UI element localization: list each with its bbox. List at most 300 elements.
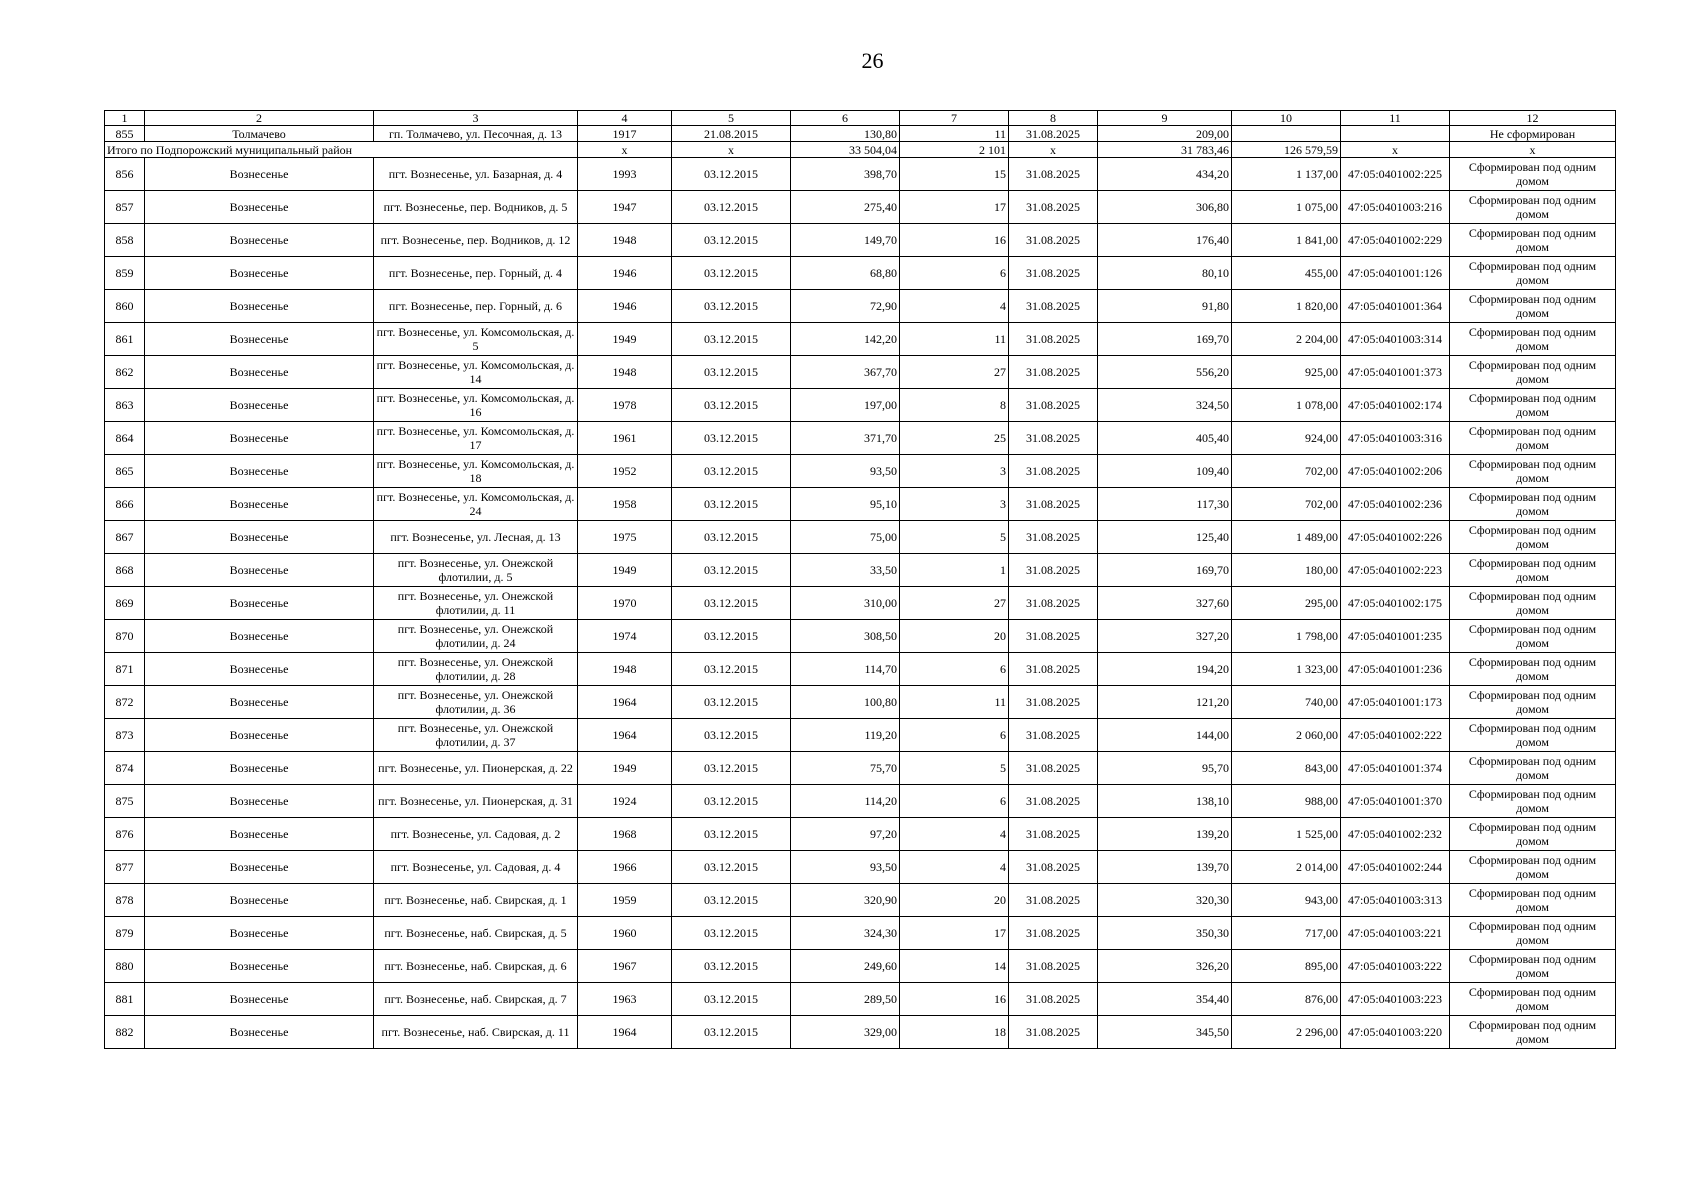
- table-row: [105, 323, 1616, 356]
- settlement-cell: Вознесенье: [145, 1016, 374, 1049]
- area-cell: 308,50: [791, 620, 900, 653]
- date-cell: 03.12.2015: [672, 191, 791, 224]
- settlement-cell: Вознесенье: [145, 290, 374, 323]
- settlement-cell: Вознесенье: [145, 653, 374, 686]
- cadastral-cell: 47:05:0401001:373: [1341, 356, 1450, 389]
- address-cell: пгт. Вознесенье, наб. Свирская, д. 11: [374, 1016, 578, 1049]
- status-cell: Сформирован под одним домом: [1450, 554, 1616, 587]
- address-cell: пгт. Вознесенье, ул. Садовая, д. 4: [374, 851, 578, 884]
- status-cell: Сформирован под одним домом: [1450, 587, 1616, 620]
- status-cell: Сформирован под одним домом: [1450, 1016, 1616, 1049]
- column-number: 1: [105, 111, 145, 126]
- year-cell: 1966: [578, 851, 672, 884]
- year-cell: 1949: [578, 752, 672, 785]
- residents-cell: 11: [900, 323, 1009, 356]
- address-cell: пгт. Вознесенье, ул. Комсомольская, д. 16: [374, 389, 578, 422]
- area2-cell: 121,20: [1098, 686, 1232, 719]
- total-cell: x: [672, 142, 791, 158]
- residents-cell: 15: [900, 158, 1009, 191]
- address-cell: пгт. Вознесенье, ул. Онежской флотилии, д. 11: [374, 587, 578, 620]
- status-cell: Сформирован под одним домом: [1450, 224, 1616, 257]
- year-cell: 1960: [578, 917, 672, 950]
- address-cell: пгт. Вознесенье, ул. Комсомольская, д. 5: [374, 323, 578, 356]
- residents-cell: 16: [900, 224, 1009, 257]
- cadastral-cell: 47:05:0401003:220: [1341, 1016, 1450, 1049]
- date-cell: 03.12.2015: [672, 950, 791, 983]
- land-area-cell: 1 075,00: [1232, 191, 1341, 224]
- status-cell: Сформирован под одним домом: [1450, 620, 1616, 653]
- date-cell: 03.12.2015: [672, 158, 791, 191]
- area-cell: 33,50: [791, 554, 900, 587]
- area2-cell: 556,20: [1098, 356, 1232, 389]
- year-cell: 1964: [578, 1016, 672, 1049]
- row-number: 875: [105, 785, 145, 818]
- total-cell: x: [1450, 142, 1616, 158]
- cadastral-cell: 47:05:0401001:126: [1341, 257, 1450, 290]
- area-cell: 93,50: [791, 455, 900, 488]
- cadastral-cell: 47:05:0401003:216: [1341, 191, 1450, 224]
- deadline-cell: 31.08.2025: [1009, 323, 1098, 356]
- area-cell: 75,70: [791, 752, 900, 785]
- area-cell: 72,90: [791, 290, 900, 323]
- land-area-cell: 740,00: [1232, 686, 1341, 719]
- cadastral-cell: 47:05:0401001:370: [1341, 785, 1450, 818]
- deadline-cell: 31.08.2025: [1009, 488, 1098, 521]
- deadline-cell: 31.08.2025: [1009, 917, 1098, 950]
- row-number: 866: [105, 488, 145, 521]
- address-cell: пгт. Вознесенье, ул. Пионерская, д. 22: [374, 752, 578, 785]
- row-number: 877: [105, 851, 145, 884]
- residents-cell: 20: [900, 620, 1009, 653]
- land-area-cell: 455,00: [1232, 257, 1341, 290]
- row-number: 855: [105, 126, 145, 142]
- residents-cell: 17: [900, 917, 1009, 950]
- row-number: 879: [105, 917, 145, 950]
- status-cell: Не сформирован: [1450, 126, 1616, 142]
- row-number: 863: [105, 389, 145, 422]
- area-cell: 142,20: [791, 323, 900, 356]
- cadastral-cell: 47:05:0401002:226: [1341, 521, 1450, 554]
- settlement-cell: Вознесенье: [145, 785, 374, 818]
- table-row: [105, 389, 1616, 422]
- address-cell: пгт. Вознесенье, пер. Водников, д. 12: [374, 224, 578, 257]
- area2-cell: 91,80: [1098, 290, 1232, 323]
- deadline-cell: 31.08.2025: [1009, 686, 1098, 719]
- year-cell: 1949: [578, 323, 672, 356]
- table-row: [105, 1016, 1616, 1049]
- year-cell: 1963: [578, 983, 672, 1016]
- area-cell: 100,80: [791, 686, 900, 719]
- address-cell: пгт. Вознесенье, наб. Свирская, д. 1: [374, 884, 578, 917]
- total-label: Итого по Подпорожский муниципальный район: [105, 142, 578, 158]
- land-area-cell: 1 841,00: [1232, 224, 1341, 257]
- cadastral-cell: 47:05:0401002:225: [1341, 158, 1450, 191]
- date-cell: 03.12.2015: [672, 488, 791, 521]
- year-cell: 1967: [578, 950, 672, 983]
- column-number: 12: [1450, 111, 1616, 126]
- area-cell: 130,80: [791, 126, 900, 142]
- total-cell: x: [578, 142, 672, 158]
- status-cell: Сформирован под одним домом: [1450, 653, 1616, 686]
- settlement-cell: Вознесенье: [145, 554, 374, 587]
- settlement-cell: Вознесенье: [145, 983, 374, 1016]
- column-number: 5: [672, 111, 791, 126]
- deadline-cell: 31.08.2025: [1009, 290, 1098, 323]
- year-cell: 1948: [578, 356, 672, 389]
- area2-cell: 169,70: [1098, 323, 1232, 356]
- residents-cell: 5: [900, 752, 1009, 785]
- date-cell: 03.12.2015: [672, 851, 791, 884]
- area2-cell: 354,40: [1098, 983, 1232, 1016]
- settlement-cell: Вознесенье: [145, 851, 374, 884]
- area2-cell: 139,70: [1098, 851, 1232, 884]
- cadastral-cell: 47:05:0401002:232: [1341, 818, 1450, 851]
- settlement-cell: Вознесенье: [145, 884, 374, 917]
- settlement-cell: Вознесенье: [145, 455, 374, 488]
- date-cell: 03.12.2015: [672, 224, 791, 257]
- address-cell: пгт. Вознесенье, ул. Комсомольская, д. 17: [374, 422, 578, 455]
- area2-cell: 320,30: [1098, 884, 1232, 917]
- settlement-cell: Вознесенье: [145, 818, 374, 851]
- residents-cell: 3: [900, 488, 1009, 521]
- area2-cell: 326,20: [1098, 950, 1232, 983]
- area-cell: 197,00: [791, 389, 900, 422]
- residents-cell: 6: [900, 653, 1009, 686]
- column-number: 10: [1232, 111, 1341, 126]
- land-area-cell: 2 204,00: [1232, 323, 1341, 356]
- year-cell: 1917: [578, 126, 672, 142]
- table-row: [105, 884, 1616, 917]
- row-number: 872: [105, 686, 145, 719]
- area2-cell: 306,80: [1098, 191, 1232, 224]
- land-area-cell: 702,00: [1232, 455, 1341, 488]
- residents-cell: 6: [900, 257, 1009, 290]
- table-row: [105, 521, 1616, 554]
- residents-cell: 11: [900, 126, 1009, 142]
- settlement-cell: Вознесенье: [145, 917, 374, 950]
- row-number: 867: [105, 521, 145, 554]
- column-number: 4: [578, 111, 672, 126]
- cadastral-cell: 47:05:0401003:221: [1341, 917, 1450, 950]
- row-number: 880: [105, 950, 145, 983]
- year-cell: 1948: [578, 653, 672, 686]
- status-cell: Сформирован под одним домом: [1450, 884, 1616, 917]
- residents-cell: 16: [900, 983, 1009, 1016]
- date-cell: 03.12.2015: [672, 323, 791, 356]
- area2-cell: 138,10: [1098, 785, 1232, 818]
- settlement-cell: Толмачево: [145, 126, 374, 142]
- year-cell: 1964: [578, 719, 672, 752]
- status-cell: Сформирован под одним домом: [1450, 356, 1616, 389]
- area-cell: 324,30: [791, 917, 900, 950]
- row-number: 871: [105, 653, 145, 686]
- area2-cell: 350,30: [1098, 917, 1232, 950]
- residents-cell: 20: [900, 884, 1009, 917]
- residents-cell: 4: [900, 818, 1009, 851]
- row-number: 857: [105, 191, 145, 224]
- area-cell: 68,80: [791, 257, 900, 290]
- area-cell: 75,00: [791, 521, 900, 554]
- row-number: 869: [105, 587, 145, 620]
- year-cell: 1970: [578, 587, 672, 620]
- area2-cell: 169,70: [1098, 554, 1232, 587]
- year-cell: 1946: [578, 257, 672, 290]
- land-area-cell: 943,00: [1232, 884, 1341, 917]
- year-cell: 1958: [578, 488, 672, 521]
- date-cell: 03.12.2015: [672, 653, 791, 686]
- row-number: 874: [105, 752, 145, 785]
- year-cell: 1964: [578, 686, 672, 719]
- row-number: 868: [105, 554, 145, 587]
- status-cell: Сформирован под одним домом: [1450, 818, 1616, 851]
- area-cell: 114,20: [791, 785, 900, 818]
- land-area-cell: [1232, 126, 1341, 142]
- area2-cell: 144,00: [1098, 719, 1232, 752]
- cadastral-cell: 47:05:0401003:222: [1341, 950, 1450, 983]
- column-number: 9: [1098, 111, 1232, 126]
- deadline-cell: 31.08.2025: [1009, 620, 1098, 653]
- settlement-cell: Вознесенье: [145, 158, 374, 191]
- address-cell: пгт. Вознесенье, пер. Горный, д. 6: [374, 290, 578, 323]
- land-area-cell: 180,00: [1232, 554, 1341, 587]
- column-number: 8: [1009, 111, 1098, 126]
- address-cell: пгт. Вознесенье, наб. Свирская, д. 7: [374, 983, 578, 1016]
- land-area-cell: 702,00: [1232, 488, 1341, 521]
- year-cell: 1924: [578, 785, 672, 818]
- cadastral-cell: 47:05:0401001:235: [1341, 620, 1450, 653]
- table-row: [105, 950, 1616, 983]
- date-cell: 21.08.2015: [672, 126, 791, 142]
- cadastral-cell: 47:05:0401003:314: [1341, 323, 1450, 356]
- residents-cell: 27: [900, 587, 1009, 620]
- area2-cell: 139,20: [1098, 818, 1232, 851]
- settlement-cell: Вознесенье: [145, 686, 374, 719]
- year-cell: 1947: [578, 191, 672, 224]
- area-cell: 97,20: [791, 818, 900, 851]
- cadastral-cell: 47:05:0401003:313: [1341, 884, 1450, 917]
- cadastral-cell: 47:05:0401002:174: [1341, 389, 1450, 422]
- deadline-cell: 31.08.2025: [1009, 389, 1098, 422]
- area-cell: 114,70: [791, 653, 900, 686]
- address-cell: пгт. Вознесенье, ул. Онежской флотилии, д. 36: [374, 686, 578, 719]
- address-cell: гп. Толмачево, ул. Песочная, д. 13: [374, 126, 578, 142]
- status-cell: Сформирован под одним домом: [1450, 950, 1616, 983]
- area2-cell: 345,50: [1098, 1016, 1232, 1049]
- area-cell: 95,10: [791, 488, 900, 521]
- land-area-cell: 295,00: [1232, 587, 1341, 620]
- deadline-cell: 31.08.2025: [1009, 1016, 1098, 1049]
- area-cell: 289,50: [791, 983, 900, 1016]
- date-cell: 03.12.2015: [672, 785, 791, 818]
- area2-cell: 405,40: [1098, 422, 1232, 455]
- settlement-cell: Вознесенье: [145, 719, 374, 752]
- land-area-cell: 1 525,00: [1232, 818, 1341, 851]
- area-cell: 275,40: [791, 191, 900, 224]
- table-row: [105, 620, 1616, 653]
- status-cell: Сформирован под одним домом: [1450, 422, 1616, 455]
- status-cell: Сформирован под одним домом: [1450, 323, 1616, 356]
- date-cell: 03.12.2015: [672, 554, 791, 587]
- land-area-cell: 2 014,00: [1232, 851, 1341, 884]
- row-number: 865: [105, 455, 145, 488]
- deadline-cell: 31.08.2025: [1009, 983, 1098, 1016]
- address-cell: пгт. Вознесенье, ул. Садовая, д. 2: [374, 818, 578, 851]
- status-cell: Сформирован под одним домом: [1450, 191, 1616, 224]
- residents-cell: 11: [900, 686, 1009, 719]
- total-cell: 33 504,04: [791, 142, 900, 158]
- date-cell: 03.12.2015: [672, 818, 791, 851]
- table-row: [105, 719, 1616, 752]
- date-cell: 03.12.2015: [672, 455, 791, 488]
- total-cell: 2 101: [900, 142, 1009, 158]
- table-row: [105, 158, 1616, 191]
- date-cell: 03.12.2015: [672, 257, 791, 290]
- cadastral-cell: 47:05:0401002:222: [1341, 719, 1450, 752]
- date-cell: 03.12.2015: [672, 587, 791, 620]
- residents-cell: 6: [900, 719, 1009, 752]
- cadastral-cell: 47:05:0401002:244: [1341, 851, 1450, 884]
- land-area-cell: 988,00: [1232, 785, 1341, 818]
- date-cell: 03.12.2015: [672, 422, 791, 455]
- table-row: [105, 356, 1616, 389]
- total-cell: x: [1341, 142, 1450, 158]
- deadline-cell: 31.08.2025: [1009, 752, 1098, 785]
- table-row: [105, 422, 1616, 455]
- table-row: [105, 126, 1616, 142]
- deadline-cell: 31.08.2025: [1009, 785, 1098, 818]
- land-area-cell: 925,00: [1232, 356, 1341, 389]
- residents-cell: 25: [900, 422, 1009, 455]
- address-cell: пгт. Вознесенье, ул. Базарная, д. 4: [374, 158, 578, 191]
- status-cell: Сформирован под одним домом: [1450, 752, 1616, 785]
- column-number: 6: [791, 111, 900, 126]
- area-cell: 249,60: [791, 950, 900, 983]
- area-cell: 371,70: [791, 422, 900, 455]
- year-cell: 1952: [578, 455, 672, 488]
- deadline-cell: 31.08.2025: [1009, 455, 1098, 488]
- total-cell: x: [1009, 142, 1098, 158]
- land-area-cell: 876,00: [1232, 983, 1341, 1016]
- address-cell: пгт. Вознесенье, ул. Онежской флотилии, д. 28: [374, 653, 578, 686]
- row-number: 856: [105, 158, 145, 191]
- status-cell: Сформирован под одним домом: [1450, 290, 1616, 323]
- area2-cell: 80,10: [1098, 257, 1232, 290]
- deadline-cell: 31.08.2025: [1009, 851, 1098, 884]
- area-cell: 329,00: [791, 1016, 900, 1049]
- status-cell: Сформирован под одним домом: [1450, 785, 1616, 818]
- year-cell: 1974: [578, 620, 672, 653]
- land-area-cell: 895,00: [1232, 950, 1341, 983]
- area-cell: 367,70: [791, 356, 900, 389]
- residents-cell: 6: [900, 785, 1009, 818]
- status-cell: Сформирован под одним домом: [1450, 488, 1616, 521]
- address-cell: пгт. Вознесенье, ул. Онежской флотилии, д. 5: [374, 554, 578, 587]
- total-row: [105, 142, 1616, 158]
- land-area-cell: 1 078,00: [1232, 389, 1341, 422]
- row-number: 858: [105, 224, 145, 257]
- deadline-cell: 31.08.2025: [1009, 554, 1098, 587]
- date-cell: 03.12.2015: [672, 917, 791, 950]
- residents-cell: 8: [900, 389, 1009, 422]
- table-row: [105, 257, 1616, 290]
- deadline-cell: 31.08.2025: [1009, 719, 1098, 752]
- address-cell: пгт. Вознесенье, ул. Онежской флотилии, д. 24: [374, 620, 578, 653]
- status-cell: Сформирован под одним домом: [1450, 158, 1616, 191]
- year-cell: 1946: [578, 290, 672, 323]
- address-cell: пгт. Вознесенье, ул. Комсомольская, д. 14: [374, 356, 578, 389]
- column-number: 7: [900, 111, 1009, 126]
- deadline-cell: 31.08.2025: [1009, 356, 1098, 389]
- table-row: [105, 587, 1616, 620]
- table-row: [105, 917, 1616, 950]
- year-cell: 1961: [578, 422, 672, 455]
- residents-cell: 27: [900, 356, 1009, 389]
- table-row: [105, 752, 1616, 785]
- date-cell: 03.12.2015: [672, 620, 791, 653]
- settlement-cell: Вознесенье: [145, 257, 374, 290]
- area2-cell: 209,00: [1098, 126, 1232, 142]
- cadastral-cell: 47:05:0401002:175: [1341, 587, 1450, 620]
- land-area-cell: 717,00: [1232, 917, 1341, 950]
- date-cell: 03.12.2015: [672, 389, 791, 422]
- status-cell: Сформирован под одним домом: [1450, 719, 1616, 752]
- date-cell: 03.12.2015: [672, 719, 791, 752]
- area2-cell: 194,20: [1098, 653, 1232, 686]
- land-area-cell: 2 060,00: [1232, 719, 1341, 752]
- settlement-cell: Вознесенье: [145, 521, 374, 554]
- row-number: 882: [105, 1016, 145, 1049]
- table-row: [105, 290, 1616, 323]
- land-area-cell: 1 489,00: [1232, 521, 1341, 554]
- cadastral-cell: 47:05:0401001:364: [1341, 290, 1450, 323]
- settlement-cell: Вознесенье: [145, 950, 374, 983]
- year-cell: 1978: [578, 389, 672, 422]
- year-cell: 1959: [578, 884, 672, 917]
- area2-cell: 327,20: [1098, 620, 1232, 653]
- cadastral-cell: 47:05:0401002:223: [1341, 554, 1450, 587]
- residents-cell: 4: [900, 290, 1009, 323]
- area-cell: 93,50: [791, 851, 900, 884]
- row-number: 881: [105, 983, 145, 1016]
- area-cell: 398,70: [791, 158, 900, 191]
- cadastral-cell: [1341, 126, 1450, 142]
- area-cell: 320,90: [791, 884, 900, 917]
- year-cell: 1975: [578, 521, 672, 554]
- total-cell: 126 579,59: [1232, 142, 1341, 158]
- status-cell: Сформирован под одним домом: [1450, 917, 1616, 950]
- status-cell: Сформирован под одним домом: [1450, 257, 1616, 290]
- row-number: 861: [105, 323, 145, 356]
- cadastral-cell: 47:05:0401001:236: [1341, 653, 1450, 686]
- area-cell: 310,00: [791, 587, 900, 620]
- address-cell: пгт. Вознесенье, ул. Лесная, д. 13: [374, 521, 578, 554]
- deadline-cell: 31.08.2025: [1009, 126, 1098, 142]
- settlement-cell: Вознесенье: [145, 620, 374, 653]
- status-cell: Сформирован под одним домом: [1450, 851, 1616, 884]
- year-cell: 1949: [578, 554, 672, 587]
- area2-cell: 327,60: [1098, 587, 1232, 620]
- address-cell: пгт. Вознесенье, ул. Пионерская, д. 31: [374, 785, 578, 818]
- table-row: [105, 686, 1616, 719]
- table-row: [105, 785, 1616, 818]
- table-row: [105, 224, 1616, 257]
- row-number: 862: [105, 356, 145, 389]
- housing-register-table: [104, 110, 1616, 1049]
- deadline-cell: 31.08.2025: [1009, 653, 1098, 686]
- table-row: [105, 851, 1616, 884]
- area2-cell: 117,30: [1098, 488, 1232, 521]
- residents-cell: 17: [900, 191, 1009, 224]
